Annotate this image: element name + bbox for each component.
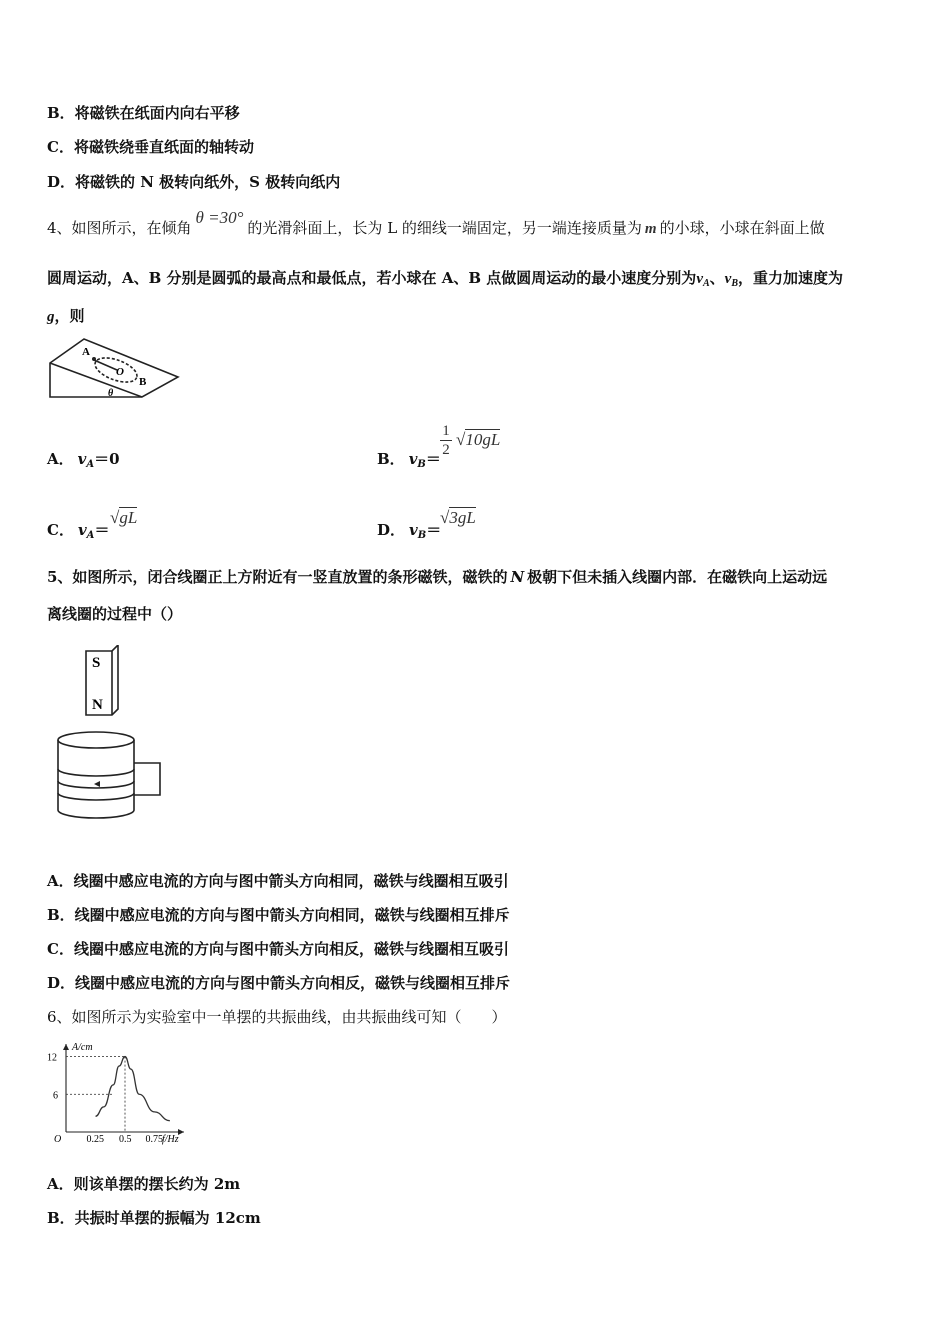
q4-g-symbol: g (47, 309, 55, 325)
q5-stem-line1: 5、如图所示，闭合线圈正上方附近有一竖直放置的条形磁铁，磁铁的 N 极朝下但未插入线圈内部．在磁铁向上运动远 (47, 568, 828, 586)
q3-option-c: C．将磁铁绕垂直纸面的轴转动 (47, 138, 254, 156)
q4-stem-l1-post: 的光滑斜面上，长为 L 的细线一端固定，另一端连接质量为 (247, 219, 642, 237)
q3-option-d: D．将磁铁的 N 极转向纸外，S 极转向纸内 (47, 173, 341, 191)
q4-stem-line2 (47, 267, 843, 289)
y-tick-label: 6 (53, 1090, 58, 1102)
x-tick-label: 0.5 (119, 1134, 132, 1145)
ball-a (92, 357, 96, 361)
q5-option-b: B．线圈中感应电流的方向与图中箭头方向相同，磁铁与线圈相互排斥 (47, 906, 510, 924)
q4-stem-line3 (47, 305, 85, 326)
x-axis-arrow-icon (178, 1129, 184, 1135)
q5-n-symbol: N (510, 568, 525, 586)
q4-option-b-var: $v_B$ (408, 450, 426, 470)
q4-option-b: B． $v_B=$ (377, 450, 441, 470)
y-axis-arrow-icon (63, 1044, 69, 1050)
label-a: A (82, 346, 90, 358)
magnet-label-s: S (92, 655, 101, 671)
q4-option-c-var: $v_A$ (77, 521, 95, 541)
q4-vb-symbol: $v_B$ (724, 271, 739, 289)
q5-option-d: D．线圈中感应电流的方向与图中箭头方向相反，磁铁与线圈相互排斥 (47, 974, 511, 992)
coil-bottom (58, 810, 134, 818)
q4-stem-l2-pre: 圆周运动，A、B 分别是圆弧的最高点和最低点，若小球在 A、B 点做圆周运动的最小速度分别为 (47, 269, 697, 287)
q4-option-d-var: $v_B$ (409, 521, 427, 541)
q4-stem-line1 (47, 208, 825, 238)
q4-option-c: C． $v_A=$ (47, 521, 110, 541)
q4-separator: 、 (709, 269, 725, 287)
magnet-label-n: N (92, 697, 103, 713)
q4-option-d-radical: √3gL (440, 508, 476, 527)
winding-1 (58, 769, 134, 776)
q4-option-c-radical: √gL (110, 508, 138, 527)
q4-stem-l1-end: 的小球，小球在斜面上做 (659, 219, 825, 237)
q4-option-b-radical: √10gL (456, 430, 501, 449)
q6-resonance-chart (44, 1038, 194, 1146)
q5-stem-line2: 离线圈的过程中（） (47, 605, 183, 623)
q6-option-b: B．共振时单摆的振幅为 12cm (47, 1209, 261, 1227)
q4-mass-symbol: m (644, 221, 657, 237)
y-axis-label: A/cm (72, 1042, 93, 1053)
q6-option-a: A．则该单摆的摆长约为 2m (47, 1175, 241, 1193)
q4-stem-l2-post: ，重力加速度为 (738, 269, 844, 287)
q3-option-b: B．将磁铁在纸面内向右平移 (47, 104, 240, 122)
q4-option-d: D． $v_B=$ (377, 521, 442, 541)
q5-option-c: C．线圈中感应电流的方向与图中箭头方向相反，磁铁与线圈相互吸引 (47, 940, 509, 958)
resonance-curve (96, 1057, 170, 1121)
q4-stem-l3: ，则 (54, 307, 85, 325)
current-arrow-icon (94, 781, 100, 787)
label-o: O (116, 366, 124, 378)
q4-incline-figure (44, 333, 184, 401)
closed-circuit-wire (134, 763, 160, 795)
winding-3 (58, 793, 134, 800)
coil-top (58, 732, 134, 748)
y-tick-label: 12 (47, 1052, 57, 1064)
q4-theta-formula: θ =30° (195, 208, 244, 227)
q5-magnet-coil-figure (54, 645, 166, 823)
label-b: B (139, 376, 147, 388)
x-tick-label: 0.25 (86, 1134, 104, 1145)
x-tick-label: 0.75 (145, 1134, 163, 1145)
x-axis-label: f/Hz (162, 1134, 179, 1145)
q5-option-a: A．线圈中感应电流的方向与图中箭头方向相同，磁铁与线圈相互吸引 (47, 872, 509, 890)
q4-option-b-fraction: 1 2 (440, 422, 452, 459)
q6-stem: 6、如图所示为实验室中一单摆的共振曲线，由共振曲线可知（ ） (47, 1008, 507, 1026)
label-theta: θ (108, 388, 114, 399)
origin-label: O (54, 1134, 62, 1145)
q4-stem-l1-pre: 4、如图所示，在倾角 (47, 219, 192, 237)
q4-option-a: A． $v_A=0$ (47, 450, 120, 470)
q4-va-symbol: $v_A$ (696, 271, 710, 289)
q4-option-a-var: $v_A$ (77, 450, 95, 470)
string-line (94, 360, 117, 370)
